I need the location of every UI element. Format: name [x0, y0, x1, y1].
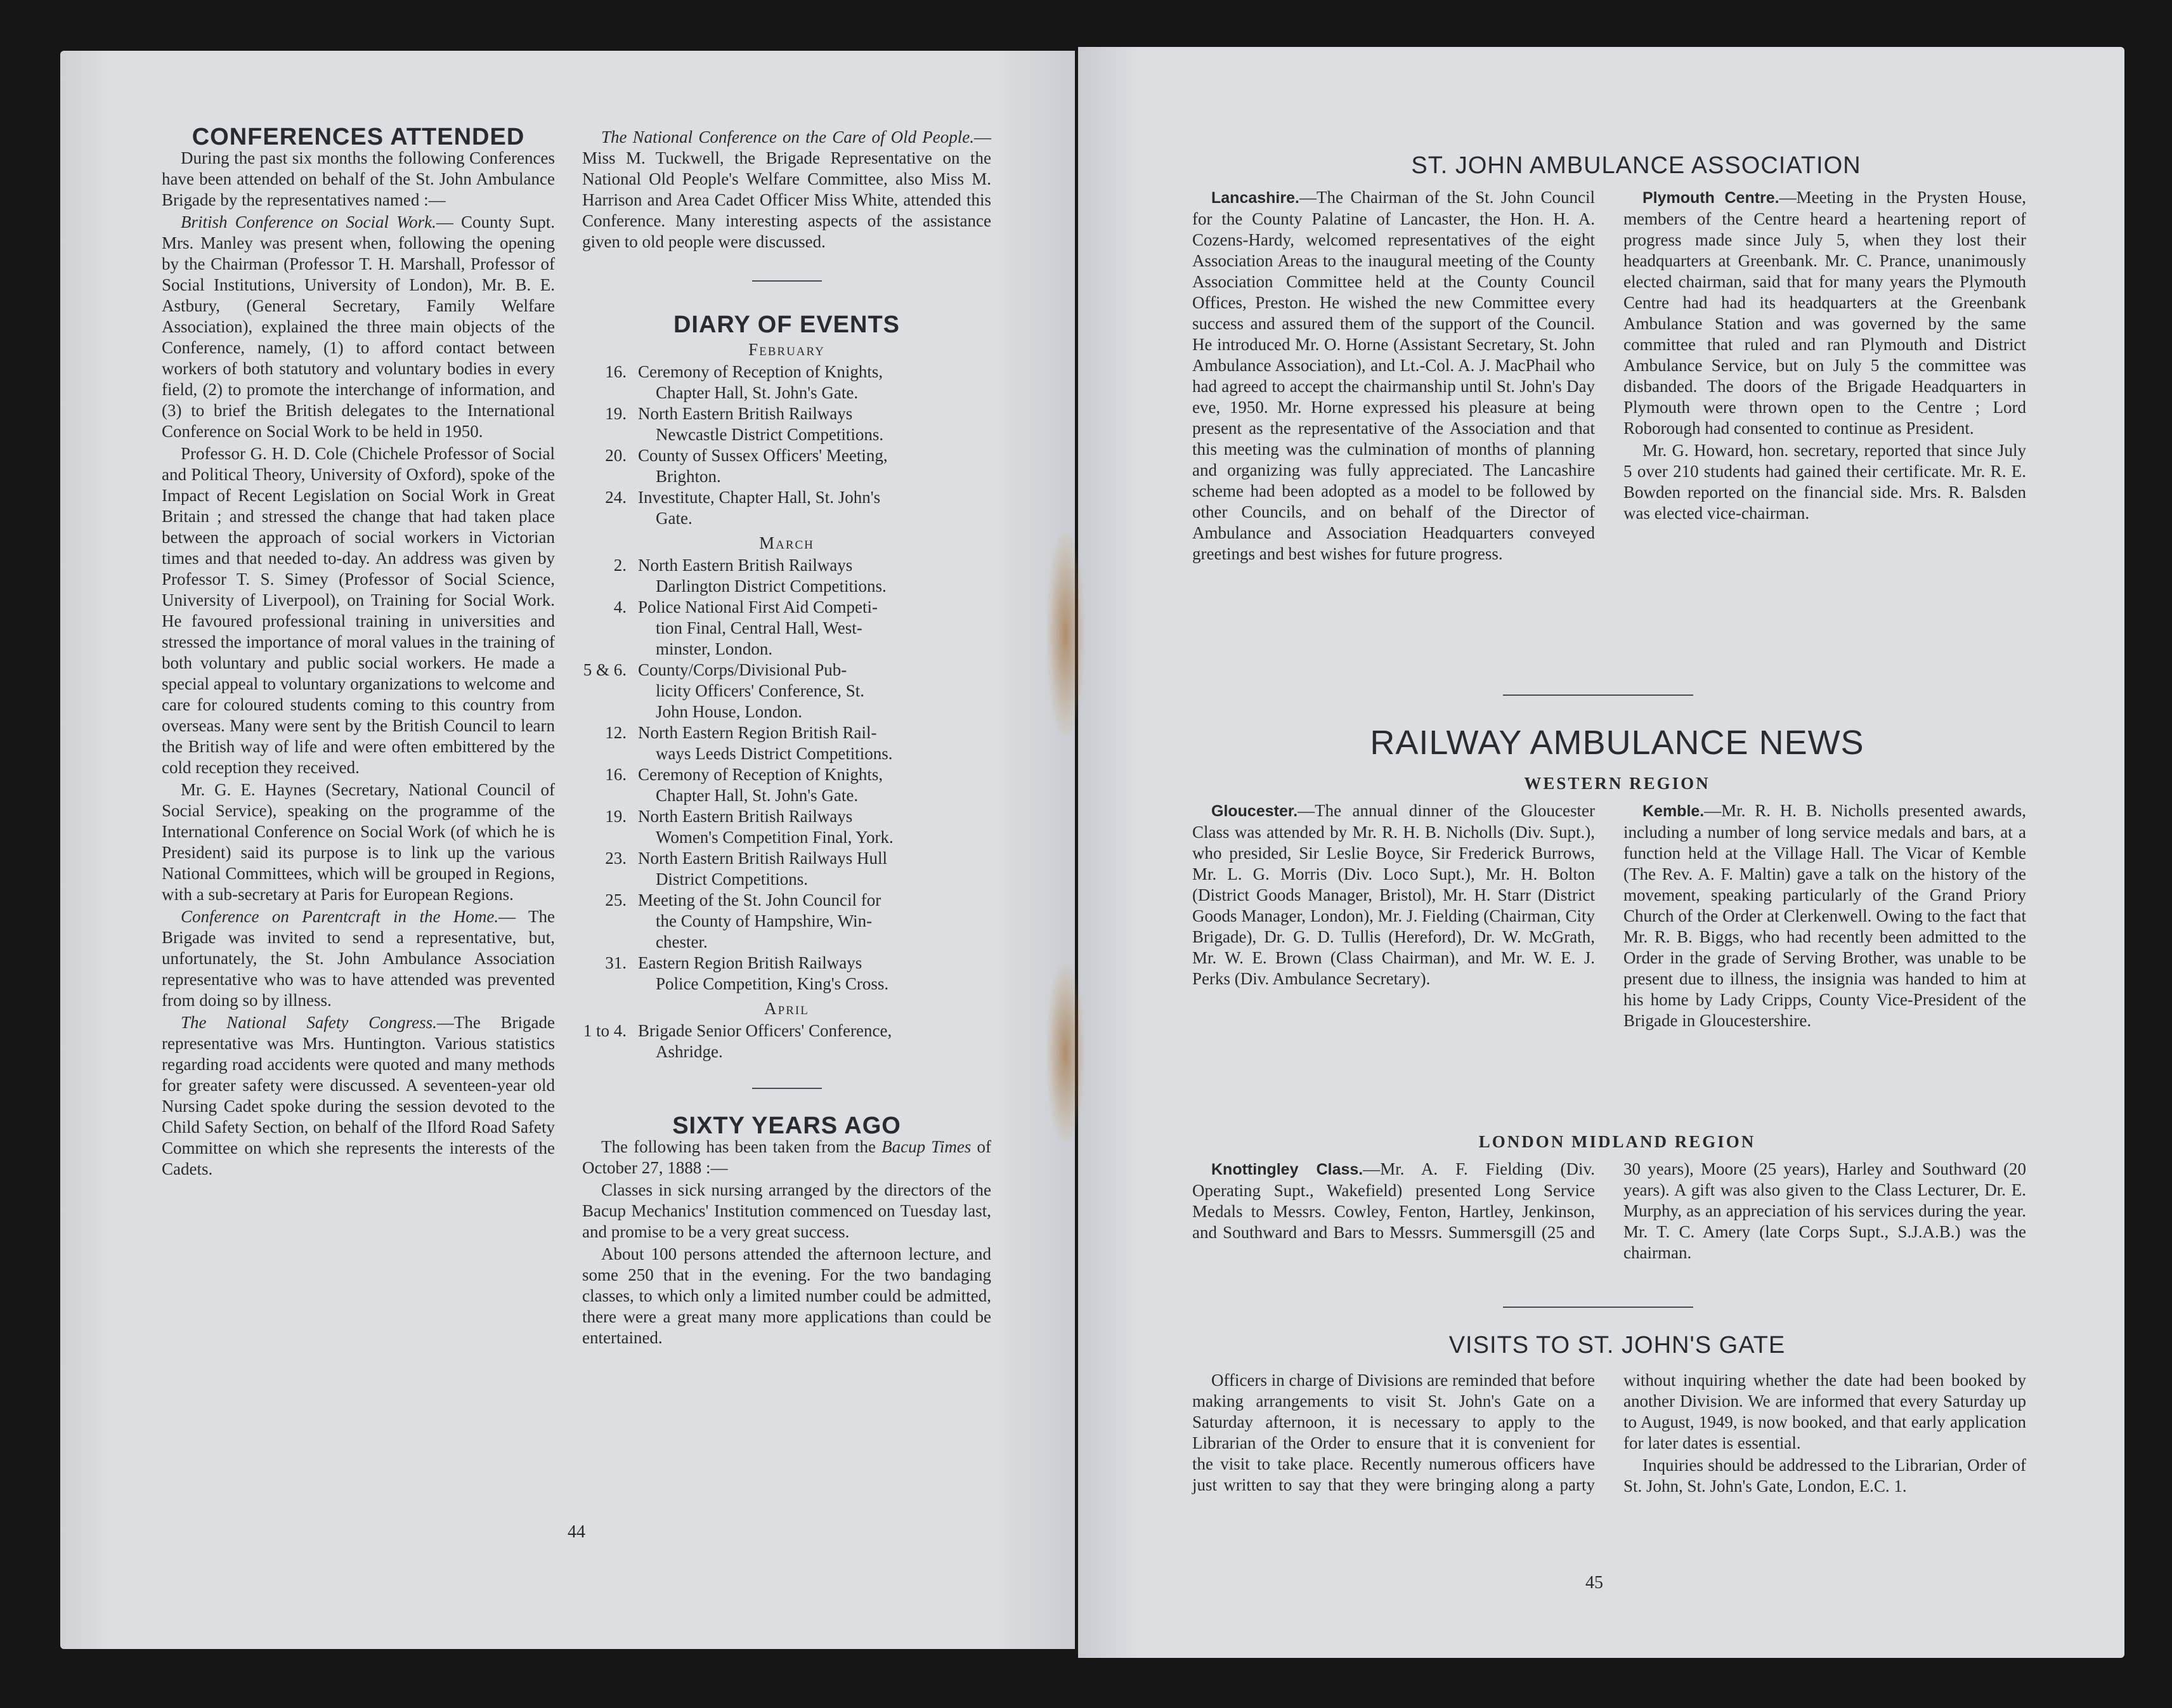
diary-event-date: 23. — [605, 849, 627, 868]
diary-event-line: Newcastle District Competitions. — [656, 425, 884, 444]
diary-event-text — [638, 362, 991, 403]
page-number-left: 44 — [568, 1522, 585, 1542]
london-midland-columns — [1192, 1159, 2026, 1292]
diary-event-date: 19. — [605, 404, 627, 423]
diary-list — [582, 339, 991, 1062]
diary-event-line: tion Final, Central Hall, West- — [656, 618, 862, 637]
sixty-years-paragraph-2: About 100 persons attended the afternoon lecture, and some 250 that in the evening. For the two bandaging classes, to which only a limited number could be admitted, there were a great many more applications than could be entertained. — [582, 1244, 991, 1347]
diary-event-line: County/Corps/Divisional Pub- — [638, 660, 847, 679]
diary-event-line: Women's Competition Final, York. — [656, 828, 894, 847]
conferences-intro: During the past six months the following Conferences have been attended on behalf of the St. John Ambulance Brigade by the representatives named :— — [162, 148, 555, 209]
kemble-paragraph: Kemble.—Mr. R. H. B. Nicholls presented awards, including a number of long service medals and bars, at a function held at the Village Hall. The Vicar of Kemble (The Rev. A. F. Maltin) gave a talk on the history of the movement, speaking particularly of the Grand Priory Church of the Order at Clerkenwell. Owing to the fact that Mr. R. B. Biggs, who had recently been admitted to the Order in the grade of Serving Brother, was unable to be present due to illness, the insignia was handed to him at his home by Lady Cripps, County Vice-President of the Brigade in Gloucestershire. — [1623, 801, 2026, 1030]
conference-old-people: The National Conference on the Care of Old People.—Miss M. Tuckwell, the Brigade Representative on the National Old People's Welfare Committee, also Miss M. Harrison and Area Cadet Officer Miss White, attended this Conference. Many interesting aspects of the assistance given to old people were discussed. — [582, 127, 991, 251]
visits-columns — [1192, 1370, 2026, 1567]
diary-event-line: ways Leeds District Competitions. — [656, 744, 893, 763]
diary-event-text — [638, 890, 991, 953]
diary-event — [582, 848, 991, 890]
conference-haynes-paragraph: Mr. G. E. Haynes (Secretary, National Council of Social Service), speaking on the programme of the International Conference on Social Work (of which he is President) said its purpose is to link up the various National Committees, which will be grouped in Regions, with a sub-secretary at Paris for European Regions. — [162, 780, 555, 904]
diary-event-text — [638, 848, 991, 890]
diary-event — [582, 764, 991, 806]
diary-event-text — [638, 487, 991, 529]
diary-event — [582, 890, 991, 953]
diary-event-date: 1 to 4. — [583, 1021, 627, 1040]
diary-event-date: 5 & 6. — [583, 660, 627, 679]
visits-paragraph-1: Officers in charge of Divisions are reminded that before making arrangements to visit St. John's Gate on a Saturday afternoon, it is necessary to apply to the Librarian of the Order to ensure that it is convenient for the visit to take place. Recently numerous officers have just written to say that they were bringing along a party without inquiring whether the date had been booked by another Division. We are informed that every Saturday up to August, 1949, is now booked, and that early application for later dates is essential. — [1192, 1371, 2026, 1494]
st-john-title: ST. JOHN AMBULANCE ASSOCIATION — [1411, 152, 1861, 179]
conference-parentcraft: Conference on Parentcraft in the Home.— The Brigade was invited to send a representative, but, unfortunately, the St. John Ambulance Association representative who was to have attended was prevented from doing so by illness. — [162, 907, 555, 1010]
section-divider — [1503, 694, 1693, 696]
diary-event-text — [638, 722, 991, 764]
diary-event-line: Ceremony of Reception of Knights, — [638, 362, 883, 381]
page-number-right: 45 — [1585, 1573, 1603, 1593]
section-divider — [1503, 1307, 1693, 1308]
diary-event-date: 19. — [605, 807, 627, 826]
diary-title: DIARY OF EVENTS — [673, 311, 901, 338]
diary-event-line: minster, London. — [656, 639, 773, 658]
lancashire-paragraph: Lancashire.—The Chairman of the St. John Council for the County Palatine of Lancaster, the Hon. H. A. Cozens-Hardy, welcomed representatives of the eight Association Areas to the inaugural meeting of the County Association Committee held at the County Council Offices, Preston. He wished the new Committee every success and assured them of the support of the Council. He introduced Mr. O. Horne (Assistant Secretary, St. John Ambulance Association), and Lt.-Col. A. J. MacPhail who had agreed to accept the chairmanship until St. John's Day eve, 1950. Mr. Horne expressed his pleasure at being present as the representative of the Association and that this meeting was the culmination of months of planning and organizing was fully appreciated. The Lancashire scheme had been adopted as a model to be followed by other Councils, and on behalf of the Director of Ambulance and Association Headquarters conveyed greetings and best wishes for future progress. — [1192, 188, 1595, 563]
diary-event — [582, 445, 991, 487]
howard-paragraph: Mr. G. Howard, hon. secretary, reported that since July 5 over 210 students had gained their certificate. Mr. R. E. Bowden reported on the financial side. Mrs. R. Balsden was elected vice-chairman. — [1623, 441, 2026, 523]
diary-event-line: North Eastern British Railways — [638, 404, 853, 423]
diary-event-text — [638, 806, 991, 848]
conferences-title: CONFERENCES ATTENDED — [192, 124, 525, 150]
diary-event-line: Police Competition, King's Cross. — [656, 974, 889, 993]
diary-event-date: 20. — [605, 446, 627, 465]
diary-event — [582, 555, 991, 597]
diary-event-line: North Eastern British Railways — [638, 807, 853, 826]
section-divider — [752, 280, 822, 282]
diary-event-date: 2. — [613, 556, 627, 575]
diary-event-text — [638, 445, 991, 487]
diary-event-line: chester. — [656, 932, 708, 951]
sixty-years-title: SIXTY YEARS AGO — [672, 1112, 901, 1139]
diary-event-date: 4. — [613, 597, 627, 616]
diary-event-date: 12. — [605, 723, 627, 742]
diary-month-heading: February — [748, 340, 825, 359]
visits-paragraph-2: Inquiries should be addressed to the Librarian, Order of St. John, St. John's Gate, London, E.C. 1. — [1623, 1456, 2026, 1496]
section-divider — [752, 1088, 822, 1089]
knottingley-paragraph: Knottingley Class.—Mr. A. F. Fielding (Div. Operating Supt., Wakefield) presented Long Service Medals to Messrs. Cowley, Fenton, Hartley, Jenkinson, and Southward and Bars to Messrs. Summersgill (25 and 30 years), Moore (25 years), Harley and Southward (20 years). A gift was also given to the Class Lecturer, Dr. E. Murphy, as an appreciation of his services during the year. Mr. T. C. Amery (late Corps Supt., S.J.A.B.) was the chairman. — [1192, 1159, 2026, 1262]
spine-stain — [1046, 533, 1084, 736]
western-region-heading: WESTERN REGION — [1524, 774, 1710, 793]
diary-event-line: Brigade Senior Officers' Conference, — [638, 1021, 892, 1040]
diary-event-line: the County of Hampshire, Win- — [656, 911, 873, 930]
western-region-columns — [1192, 800, 2026, 1124]
sixty-years-intro: The following has been taken from the Bacup Times of October 27, 1888 :— — [582, 1137, 991, 1177]
diary-event-line: Chapter Hall, St. John's Gate. — [656, 383, 859, 402]
diary-event-date: 24. — [605, 488, 627, 507]
diary-event-text — [638, 597, 991, 660]
diary-event — [582, 597, 991, 660]
diary-event-date: 31. — [605, 953, 627, 972]
st-john-columns — [1192, 187, 2026, 675]
diary-event-line: District Competitions. — [656, 870, 808, 889]
diary-event-line: Police National First Aid Competi- — [638, 597, 878, 616]
diary-event-line: County of Sussex Officers' Meeting, — [638, 446, 888, 465]
diary-event-line: Meeting of the St. John Council for — [638, 890, 881, 909]
gloucester-paragraph: Gloucester.—The annual dinner of the Gloucester Class was attended by Mr. R. H. B. Nicholls (Div. Supt.), who presided, Sir Leslie Boyce, Sir Frederick Burrows, Mr. L. G. Morris (Div. Loco Supt.), Mr. H. Bolton (District Goods Manager, Bristol), Mr. H. Starr (District Goods Manager, London), Mr. J. Fielding (Chairman, City Brigade), Dr. G. D. Tullis (Hereford), Dr. W. McGrath, Mr. W. E. Brown (Class Chairman), and Mr. W. E. J. Perks (Div. Ambulance Secretary). — [1192, 801, 1595, 988]
diary-event-line: Brighton. — [656, 467, 721, 486]
diary-event — [582, 362, 991, 403]
diary-event — [582, 487, 991, 529]
diary-event-line: North Eastern British Railways — [638, 556, 853, 575]
diary-event-line: Darlington District Competitions. — [656, 577, 887, 596]
visits-title: VISITS TO ST. JOHN'S GATE — [1448, 1332, 1786, 1359]
diary-event-line: North Eastern British Railways Hull — [638, 849, 887, 868]
conference-cole-paragraph: Professor G. H. D. Cole (Chichele Professor of Social and Political Theory, University of Oxford), spoke of the Impact of Recent Legislation on Social Work in Great Britain ; and stressed the change that had taken place between the approach of social workers in Victorian times and that needed to-day. An address was given by Professor T. S. Simey (Professor of Social Science, University of Liverpool), on Training for Social Work. He favoured professional training in universities and stressed the importance of moral values in the training of both voluntary and public social workers. He made a special appeal to voluntary organizations to welcome and care for coloured students coming to this country from overseas. Many were sent by the British Council to learn the British way of life and were often embittered by the cold reception they received. — [162, 444, 555, 777]
london-midland-heading: LONDON MIDLAND REGION — [1478, 1132, 1756, 1151]
diary-event — [582, 1020, 991, 1062]
diary-event-text — [638, 1020, 991, 1062]
diary-event-text — [638, 660, 991, 722]
diary-event-line: Gate. — [656, 509, 693, 528]
diary-event-text — [638, 953, 991, 994]
spine-stain — [1046, 964, 1084, 1142]
diary-event — [582, 953, 991, 994]
diary-event-line: North Eastern Region British Rail- — [638, 723, 877, 742]
left-column-2 — [582, 127, 991, 1350]
diary-event-line: John House, London. — [656, 702, 802, 721]
diary-event — [582, 806, 991, 848]
diary-event-date: 16. — [605, 765, 627, 784]
diary-month-heading: March — [759, 533, 814, 552]
diary-event-line: Investitute, Chapter Hall, St. John's — [638, 488, 881, 507]
railway-title: RAILWAY AMBULANCE NEWS — [1370, 724, 1864, 762]
conference-safety-congress: The National Safety Congress.—The Brigade representative was Mrs. Huntington. Various statistics regarding road accidents were quoted and many methods for greater safety were discussed. A seventeen-year old Nursing Cadet spoke during the session devoted to the Child Safety Section, on behalf of the Ilford Road Safety Committee on which she represents the interests of the Cadets. — [162, 1013, 556, 1178]
diary-month-heading: April — [764, 999, 809, 1018]
diary-event-line: licity Officers' Conference, St. — [656, 681, 865, 700]
diary-event — [582, 722, 991, 764]
conferences-column — [162, 124, 556, 1181]
diary-event-text — [638, 555, 991, 597]
diary-event-line: Ashridge. — [656, 1042, 723, 1061]
diary-event-text — [638, 403, 991, 445]
diary-event-line: Eastern Region British Railways — [638, 953, 862, 972]
diary-event — [582, 403, 991, 445]
plymouth-paragraph: Plymouth Centre.—Meeting in the Prysten House, members of the Centre heard a heartening report of progress made since July 5, when they lost their headquarters at Greenbank. Mr. C. Prance, unanimously elected chairman, said that for many years the Plymouth Centre had had its headquarters at the Greenbank Ambulance Station and was governed by the same committee that ruled and ran Plymouth and District Ambulance Service, but on July 5 the committee was disbanded. The doors of the Brigade Headquarters in Plymouth were thrown open to the Centre ; Lord Roborough had consented to continue as President. — [1623, 188, 2026, 438]
diary-event-line: Ceremony of Reception of Knights, — [638, 765, 883, 784]
diary-event-date: 16. — [605, 362, 627, 381]
diary-event-line: Chapter Hall, St. John's Gate. — [656, 786, 859, 805]
sixty-years-paragraph-1: Classes in sick nursing arranged by the directors of the Bacup Mechanics' Institution commenced on Tuesday last, and promise to be a very great success. — [582, 1180, 991, 1241]
conference-social-work: British Conference on Social Work.— County Supt. Mrs. Manley was present when, following the opening by the Chairman (Professor T. H. Marshall, Professor of Social Institutions, University of London), Mr. B. E. Astbury, (General Secretary, Family Welfare Association), explained the three main objects of the Conference, namely, (1) to afford contact between workers of both statutory and voluntary bodies in every field, (2) to promote the interchange of information, and (3) to brief the British delegates to the International Conference on Social Work to be held in 1950. — [162, 212, 555, 441]
diary-event — [582, 660, 991, 722]
diary-event-text — [638, 764, 991, 806]
diary-event-date: 25. — [605, 890, 627, 909]
